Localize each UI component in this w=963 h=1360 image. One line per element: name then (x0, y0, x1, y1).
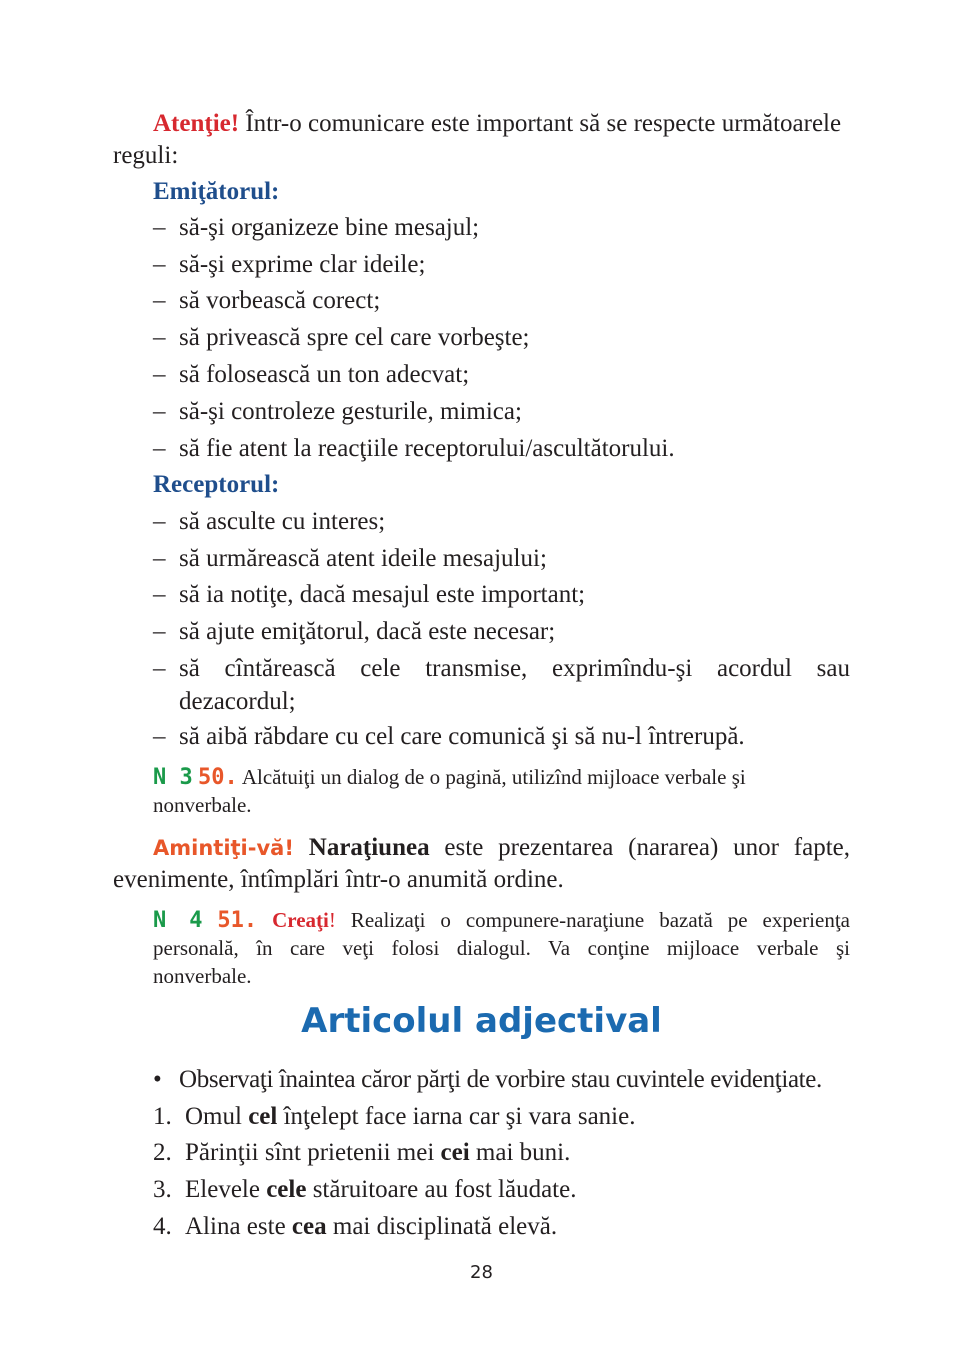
dash-marker: – (153, 581, 166, 608)
dash-marker: – (153, 398, 166, 425)
exercise-text: Alcătuiţi un dialog de o pagină, utilizînd mijloace verbale şi (237, 765, 746, 789)
create-exclamation: ! (328, 908, 336, 932)
example-item (153, 1174, 963, 1206)
dash-marker: – (153, 361, 166, 388)
example-text: Părinţii sînt prietenii mei (185, 1139, 441, 1166)
receiver-rule-text: să aibă răbdare cu cel care comunică şi să nu-l întrerupă. (179, 723, 745, 750)
example-number: 3. (153, 1176, 172, 1203)
receiver-rule-text: să cîntărească cele transmise, exprimîndu-şi acordul sau (179, 655, 850, 682)
receiver-heading (153, 469, 963, 501)
example-item (153, 1101, 963, 1133)
emitter-rule-text: să-şi organizeze bine mesajul; (179, 214, 480, 241)
exercise-50-line2 (153, 791, 963, 819)
dash-marker: – (153, 251, 166, 278)
exercise-text: personală, în care veţi folosi dialogul. Va conţine mijloace verbale şi (153, 936, 850, 960)
exercise-51-line1 (153, 906, 850, 934)
exercise-level-badge: N 3 (153, 765, 193, 790)
highlighted-article: cei (440, 1139, 470, 1166)
emitter-rule-text: să vorbească corect; (179, 287, 381, 314)
receiver-rule-text: să asculte cu interes; (179, 508, 386, 535)
section-title: Articolul adjectival (301, 1001, 662, 1041)
emitter-rule-text: să fie atent la reacţiile receptorului/ascultătorului. (179, 435, 675, 462)
highlighted-article: cele (266, 1176, 307, 1203)
page-number: 28 (470, 1262, 493, 1283)
dash-marker: – (153, 508, 166, 535)
receiver-rule-text: dezacordul; (179, 688, 296, 715)
remember-paragraph-line2 (113, 864, 963, 896)
dash-marker: – (153, 618, 166, 645)
receiver-heading-text: Receptorul: (153, 471, 280, 498)
receiver-rule-text: să ajute emiţătorul, dacă este necesar; (179, 618, 556, 645)
attention-label: Atenţie! (153, 110, 240, 137)
highlighted-article: cea (291, 1213, 327, 1240)
dash-marker: – (153, 214, 166, 241)
example-number: 2. (153, 1139, 172, 1166)
receiver-rule (153, 653, 850, 685)
example-item (153, 1211, 963, 1243)
example-text: stăruitoare au fost lăudate. (306, 1176, 577, 1203)
receiver-rule-continuation (179, 686, 963, 718)
example-number: 1. (153, 1103, 172, 1130)
dash-marker: – (153, 287, 166, 314)
example-text: înţelept face iarna car şi vara sanie. (277, 1103, 636, 1130)
dash-marker: – (153, 655, 166, 682)
exercise-51-line3 (153, 962, 963, 990)
example-text: Alina este (185, 1213, 292, 1240)
exercise-number: 51. (217, 908, 258, 933)
emitter-rule-text: să privească spre cel care vorbeşte; (179, 324, 530, 351)
example-text: Omul (185, 1103, 249, 1130)
attention-text-line1: Într-o comunicare este important să se respecte următoarele (239, 110, 842, 137)
exercise-50-line1 (153, 763, 850, 792)
receiver-rule-text: să urmărească atent ideile mesajului; (179, 545, 547, 572)
remember-text: este prezentarea (nararea) unor fapte, (429, 834, 850, 861)
exercise-text: nonverbale. (153, 964, 252, 988)
exercise-text: Realizaţi o compunere-naraţiune bazată pe experienţa (335, 908, 850, 932)
observe-text: Observaţi înaintea căror părţi de vorbire stau cuvintele evidenţiate. (179, 1066, 822, 1093)
emitter-heading (153, 176, 963, 208)
bullet-marker: • (153, 1066, 162, 1093)
attention-text-line2: reguli: (113, 142, 179, 169)
remember-text: evenimente, întîmplări într-o anumită ordine. (113, 866, 564, 893)
exercise-level-badge: N 4 (153, 908, 203, 933)
example-text: Elevele (185, 1176, 267, 1203)
dash-marker: – (153, 723, 166, 750)
receiver-rule-text: să ia notiţe, dacă mesajul este important; (179, 581, 586, 608)
attention-paragraph-line1 (153, 108, 850, 140)
emitter-heading-text: Emiţătorul: (153, 178, 280, 205)
example-text: mai disciplinată elevă. (326, 1213, 558, 1240)
emitter-rule-text: să-şi controleze gesturile, mimica; (179, 398, 522, 425)
exercise-text: nonverbale. (153, 793, 252, 817)
observe-instruction (153, 1064, 963, 1096)
emitter-rule-text: să folosească un ton adecvat; (179, 361, 470, 388)
dash-marker: – (153, 545, 166, 572)
remember-paragraph-line1 (153, 832, 850, 864)
emitter-rule-text: să-şi exprime clar ideile; (179, 251, 426, 278)
exercise-number: 50. (198, 765, 238, 790)
dash-marker: – (153, 324, 166, 351)
highlighted-article: cel (248, 1103, 278, 1130)
example-item (153, 1137, 963, 1169)
exercise-51-line2 (153, 934, 850, 962)
remember-label: Amintiţi-vă! (153, 836, 294, 860)
example-text: mai buni. (469, 1139, 571, 1166)
create-label: Creaţi (272, 908, 329, 932)
attention-paragraph-line2 (113, 140, 850, 172)
narration-term: Naraţiunea (308, 834, 430, 861)
example-number: 4. (153, 1213, 172, 1240)
dash-marker: – (153, 435, 166, 462)
